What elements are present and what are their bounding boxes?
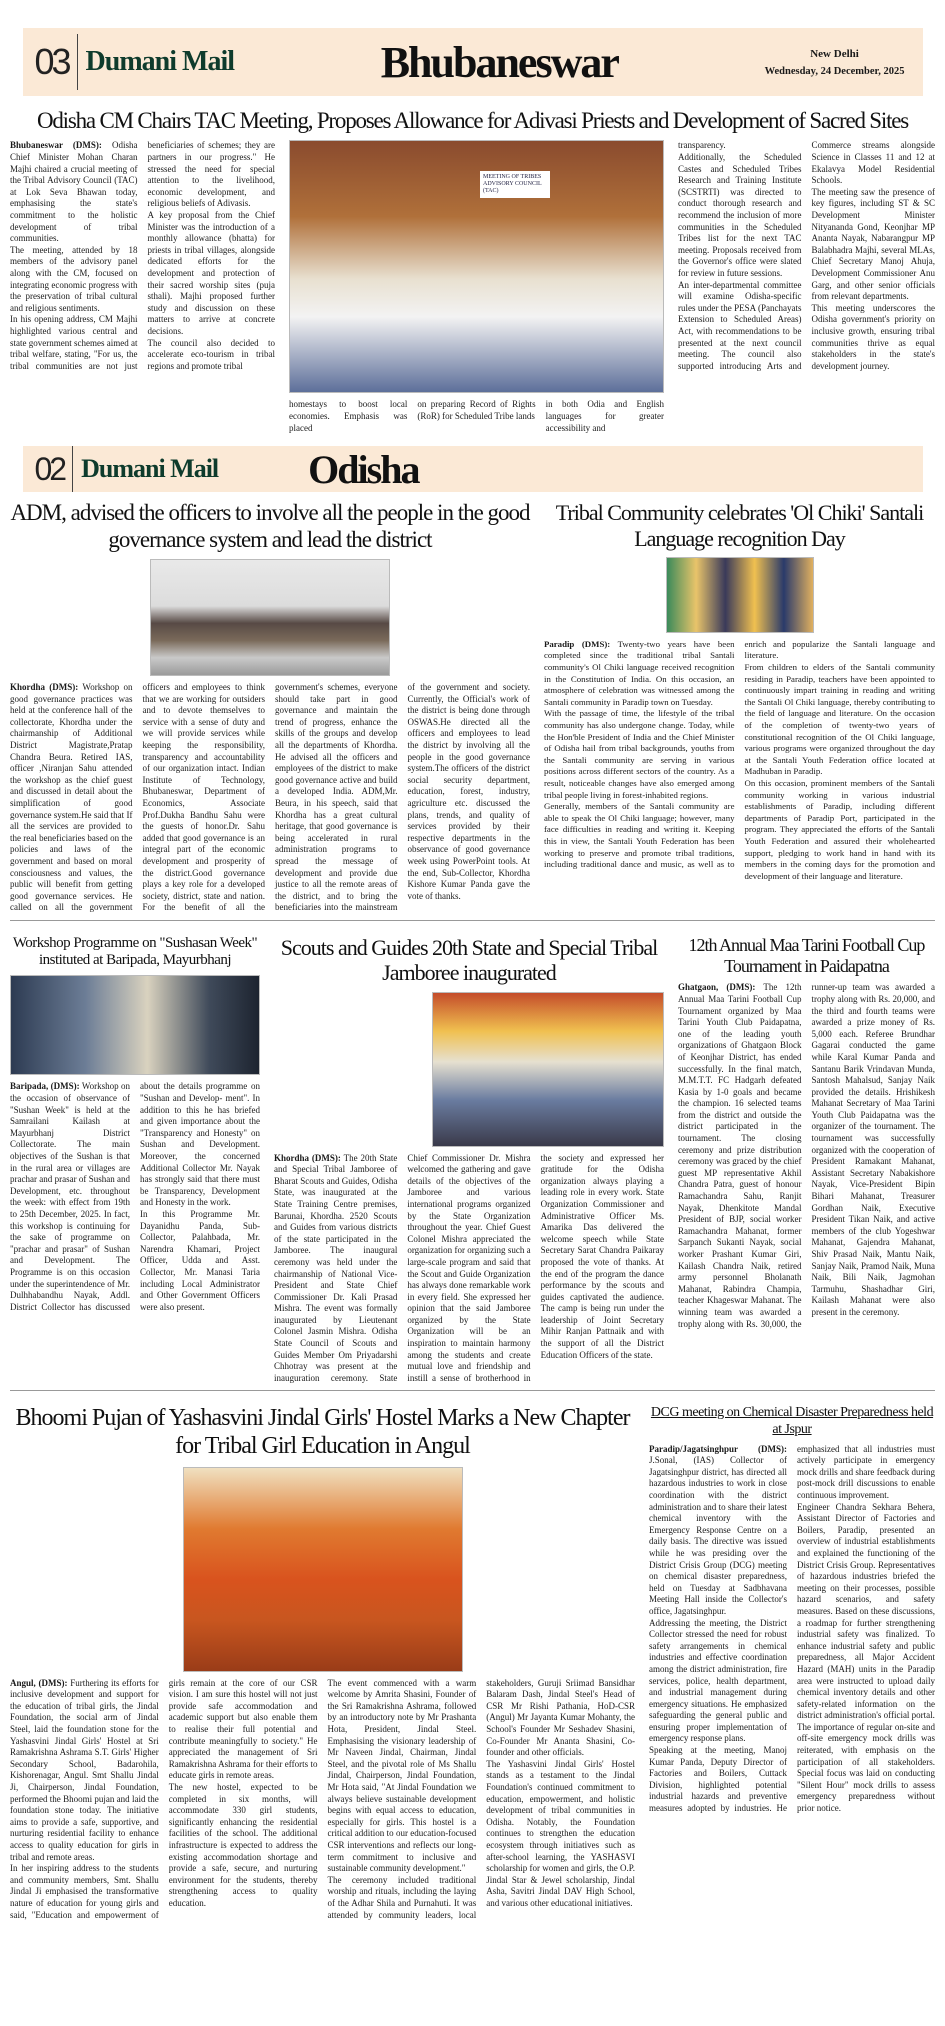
paragraph-text: on preparing Record of Rights (RoR) for Scheduled Tribe lands <box>417 399 536 422</box>
paragraph-text: Speaking at the meeting, Manoj Kumar Panda, Deputy Director of Factories and Boilers, Cuttack Division, highlighted potential industrial hazards and preventive measures adopted by industries. He emphasized that all industries must actively participate in emergency mock drills and share feedback during post-mock drill discussions to enable continuous improvement. <box>649 1443 935 1814</box>
paragraph-text: An inter-departmental committee will examine Odisha-specific rules under the PESA (Panchayats Extension to Scheduled Areas) Act, with recommendations to be presented at the next council meeting. The council also supported introducing Arts and Commerce streams alongside Science in Classes 11 and 12 at Ekalavya Model Residential Schools. <box>678 140 935 371</box>
headline: 12th Annual Maa Tarini Football Cup Tournament in Paidapatna <box>688 934 925 976</box>
headline: Workshop Programme on "Sushasan Week" instituted at Baripada, Mayurbhanj <box>12 934 258 969</box>
paragraph <box>10 245 138 315</box>
headline: ADM, advised the officers to involve all the people in the good governance system and lead the district <box>10 500 530 552</box>
masthead-odisha <box>23 446 923 492</box>
banner-sign: MEETING OF TRIBES ADVISORY COUNCIL (TAC) <box>480 171 550 198</box>
paragraph <box>148 210 276 338</box>
paragraph <box>812 187 936 303</box>
article-body <box>10 140 275 372</box>
paragraph <box>417 399 535 422</box>
paragraph <box>678 982 935 1330</box>
lead-story <box>10 140 935 434</box>
paragraph-text: Additionally, the Scheduled Castes and Scheduled Tribes Research and Training Institute (SCSTRTI) was directed to conduct thorough research and recommend the inclusion of more communities in the Scheduled Tribes list for the next TAC meeting. Proposals received from the Governor's office were slated for review in future sessions. <box>678 152 802 278</box>
paragraph-text: The new hostel, expected to be completed in six months, will accommodate 330 girl students, significantly enhancing the residential facilities of the school. The additional infrastructure is expected to address the existing accommodation shortage and provide a safe, secure, and nurturing environment for the students, thereby strengthening access to quality education. <box>168 1781 318 1908</box>
paragraph <box>10 682 530 914</box>
paragraph-text: The council also decided to accelerate eco-tourism in tribal regions and promote tribal <box>147 337 275 371</box>
paragraph-text: The ceremony included traditional worship and rituals, including the laying of the Adhar Shila and Purnahuti. It was attended by community leaders, local stakeholders, Guruji Sriimad Bansidhar Balaram Dash, Jindal Steel's Head of CSR Mr Rishi Pathania, HoD-CSR (Angul) Mr Jayanta Kumar Mohanty, the School's Founder Mr Seshadev Shasini, Co-Founder Mr Ananta Shasini, Co-founder and other officials. <box>327 1677 635 1920</box>
hostel-bhoomi-pujan-photo <box>183 1467 463 1672</box>
odisha-top-row <box>10 492 935 914</box>
section-title: Bhubaneswar <box>380 37 618 87</box>
dateline: Baripada, (DMS): <box>10 1081 80 1092</box>
paragraph <box>649 1618 787 1746</box>
paragraph-text: With the passage of time, the lifestyle of the tribal community has also undergone change. Today, while the Hon'ble President of India and the Chief Minister of Odisha hail from tribal backgrounds, youths from the Santali community are serving in various positions across different sectors of the country. As a result, noticeable changes have also emerged among tribal people living in forest-inhabited regions. <box>544 708 735 800</box>
dateline: Angul, (DMS): <box>10 1677 68 1688</box>
page-number: 03 <box>34 41 69 82</box>
paragraph-text: The importance of regular on-site and off-site emergency mock drills was reiterated, with emphasis on the participation of all stakeholders. Special focus was laid on conducting "Silent Hour" mock drills to assess emergency preparedness without prior notice. <box>797 1721 935 1814</box>
bhoomi-story <box>10 1397 635 1921</box>
paragraph-text: A key proposal from the Chief Minister was the introduction of a monthly allowance (bhatta) for priests in tribal villages, alongside dedicated efforts for the development and protection of their sacred worship sites (puja sthali). Majhi proposed further study and discussion on these matters to arrive at concrete decisions. <box>147 210 275 336</box>
paragraph <box>544 708 735 801</box>
brand-name: Dumani Mail <box>81 454 219 484</box>
article-body <box>10 682 530 914</box>
paragraph-text: in both Odia and English languages for greater accessibility and <box>545 399 664 433</box>
paragraph <box>678 140 802 152</box>
workshop-story <box>10 927 260 1313</box>
paragraph <box>289 399 407 434</box>
headline: DCG meeting on Chemical Disaster Preparedness held at Jspur <box>650 1405 934 1437</box>
article-body <box>544 639 935 882</box>
dateline: Bhubaneswar (DMS): <box>10 140 102 151</box>
spacer <box>10 434 935 446</box>
paragraph-text: Workshop on the occasion of observance of "Sushan Week" is held at the Samrailani Kailash at Mayurbhanj District Collectorate. The main objectives of the Sushan is that in the rural area or villages are prachar and prasar of Sushan and Development, etc. throughout the week: with effect from 19th to 25th December, 2025. In fact, this workshop is continuing for the sake of programme on "prachar and prasar" of Sushan and Development. The Programme is on this occasion under the superintendence of Mr. Dulhhabandhu Nayak, Addl. District Collector has discussed about the details programme on "Sushan and Develop- ment". In addition to this he has briefed and given importance about the "Transparency and Honesty" on Sushan and Development. Moreover, the concerned Additional Collector Mr. Nayak has strongly said that there must be Transparency, Development and Honesty in the work. <box>10 1081 260 1312</box>
olchiki-story <box>544 492 935 882</box>
article-body <box>678 982 935 1330</box>
paragraph <box>678 152 802 280</box>
paragraph <box>486 1759 635 1910</box>
paragraph <box>797 1502 935 1722</box>
headline: Bhoomi Pujan of Yashasvini Jindal Girls' Hostel Marks a New Chapter for Tribal Girl Education in Angul <box>15 1405 630 1460</box>
paragraph-text: From children to elders of the Santali community residing in Paradip, teachers have been appointed to continuously impart training in reading and writing the Santali Ol Chiki language, thereby contributing to the field of language and literature. On the occasion of the completion of twenty-two years of constitutional recognition of the Ol Chiki language, various programs were organized throughout the day at the Santali Youth Federation office located at Madhuban in Paradip. <box>744 662 935 777</box>
paragraph <box>649 1444 787 1618</box>
ol-chiki-book-release-photo <box>666 557 814 633</box>
article-body <box>649 1444 935 1815</box>
section-divider <box>10 920 935 921</box>
paragraph <box>328 1678 477 1875</box>
paragraph-text: Workshop on good governance practices was held at the conference hall of the collectorate, Khordha under the chairmanship of Additional District Magistrate,Pratap Chandra Beura. Retired IAS, officer ,Niranjan Sahu attended the workshop as the chief guest and discussed in detail about the simplification of good governance system.He said that If all the services are provided to the real beneficiaries based on the policies and laws of the government and based on moral consciousness and values, the public will benefit from getting good governance services. He called on all the government officers and employees to think that we are working for outsiders and to devote themselves to service with a sense of duty and we will provide services while keeping the responsibility, transparency and accountability of our organization intact. Indian Institute of Technology, Bhubaneswar, Department of Economics, Associate Prof.Dukha Bandhu Sahu were the guests of honor.Dr. Sahu added that good governance is an integral part of the economic development and prosperity of the district.Good governance plays a key role for a developed society, district, state and nation. For the benefit of all the government's schemes, everyone should take part in good governance and maintain the trend of progress, enhance the skills of the groups and develop all the departments of Khordha. He advised all the officers and employees of the district to make good governance active and build a developed India. ADM,Mr. Beura, in his speech, said that Khordha has a great cultural heritage, that good governance is being accelerated in rural administration programs to spread the message of development and provide due justice to all the remote areas of the district, and to bring the beneficiaries into the mainstream of the government and society. Currently, the Official's work of the district is being done through OSWAS.He directed all the officers and employees to lead the district by involving all the people in the good governance system.The officers of the district social security department, education, forest, industry, agriculture etc. discussed the plans, trends, and quality of services provided by their respective departments in the observance of good governance week using PowerPoint tools. At the end, Sub-Collector, Khordha Kishore Kumar Panda gave the vote of thanks. <box>10 682 530 913</box>
dcg-story <box>649 1397 935 1814</box>
paragraph-text: Furthering its efforts for inclusive development and support for the education of tribal girls, the Jindal Foundation, the social arm of Jindal Steel, laid the foundation stone for the Yashasvini Jindal Girls' Hostel at Sri Ramakrishna Ashrama S.T. Girls' Higher Secondary School, Badarohila, Kishorenagar, Angul. Smt Shallu Jindal Ji, Chairperson, Jindal Foundation, performed the Bhoomi pujan and laid the foundation stone today. The initiative aims to provide a safe, supportive, and nurturing residential facility to enhance access to quality education for girls in tribal and remote areas. <box>10 1677 159 1862</box>
paragraph-text: The event commenced with a warm welcome by Amrita Shasini, Founder of the Sri Ramakrishna Ashrama, followed by an introductory note by Mr Prashanta Hota, President, Jindal Steel. Emphasising the visionary leadership of Mr Naveen Jindal, Chairman, Jindal Steel, and the pivotal role of Ms Shallu Jindal, Chairperson, Jindal Foundation, Mr Hota said, "At Jindal Foundation we always believe sustainable development begins with equal access to education, especially for girls. This hostel is a critical addition to our education-focused CSR interventions and reflects our long-term commitment to inclusive and sustainable community development." <box>327 1677 477 1874</box>
dateline: Khordha (DMS): <box>274 1152 341 1163</box>
paragraph <box>745 778 936 882</box>
paragraph <box>812 303 936 373</box>
workshop-photo <box>150 559 390 676</box>
article-body <box>10 1081 260 1313</box>
paragraph-text: Engineer Chandra Sekhara Behera, Assistant Director of Factories and Boilers, Paradip, presented an overview of industrial establishments and explained the functioning of the District Crisis Group. Representatives of hazardous industries briefed the meeting on their processes, possible hazard scenarios, and safety measures. Based on these discussions, a roadmap for further strengthening industrial safety was finalized. To enhance industrial safety and public preparedness, all Major Accident Hazard (MAH) units in the Paradip area were instructed to upload daily chemical inventory details and other safety-related information on the district administration's official portal. <box>797 1501 935 1721</box>
headline: Tribal Community celebrates 'Ol Chiki' Santali Language recognition Day <box>555 500 924 551</box>
paragraph-text: Twenty-two years have been completed since the traditional tribal Santali community's Ol Chiki language received recognition in the Constitution of India. On this occasion, an atmosphere of celebration was witnessed among the Santali community in Paradip town on Tuesday. <box>544 638 735 707</box>
section-title: Odisha <box>308 446 419 492</box>
paragraph <box>10 1678 159 1864</box>
paragraph <box>140 1209 260 1313</box>
paragraph <box>274 1153 664 1385</box>
paragraph-text: In this Programme Mr. Dayanidhu Panda, Sub-Collector, Palahbada, Mr. Narendra Khamari, Project Officer, Udda and Asst. Collector, Mr. Manasi Taria including Local Administrator and Other Government Officers were also present. <box>140 1209 260 1312</box>
sushasan-workshop-photo <box>10 975 260 1075</box>
article-body <box>274 1153 664 1385</box>
paragraph <box>10 140 138 244</box>
paragraph-text: Generally, members of the Santali community are able to speak the Ol Chiki language; however, many face difficulties in reading and writing it. Keeping this in view, the Santali Youth Federation has been working to preserve and promote tribal traditions, including traditional dance and music, as well as to enrich and popularize the Santali language and literature. <box>544 638 935 870</box>
page-number: 02 <box>34 450 65 487</box>
headline: Scouts and Guides 20th State and Special Tribal Jamboree inaugurated <box>280 934 658 986</box>
paragraph <box>745 662 936 778</box>
paragraph <box>148 338 276 373</box>
paragraph-text: The meeting saw the presence of key figures, including ST & SC Development Minister Nityananda Gond, Keonjhar MP Ananta Nayak, Nabarangpur MP Balabhadra Majhi, several MLAs, Chief Secretary Manoj Ahuja, Development Commissioner Anu Garg, and other senior officials from relevant departments. <box>811 186 935 302</box>
paragraph <box>544 639 735 709</box>
paragraph-text: In his opening address, CM Majhi highlighted various central and state government schemes aimed at tribal welfare, stating, "For us, the tribal communities are not just beneficiaries of schemes; they are partners in our progress." He stressed the need for special attention to the livelihood, economic development, and religious beliefs of Adivasis. <box>10 140 275 371</box>
paragraph-text: J.Sonal, (IAS) Collector of Jagatsinghpur district, has directed all hazardous industries to work in close coordination with the district administration and to share their latest chemical inventory with the Emergency Response Centre on a daily basis. The directive was issued while he was presiding over the District Crisis Group (DCG) meeting on chemical disaster preparedness, held on Tuesday at Sadbhavana Meeting Hall inside the Collector's office, Jagatsinghpur. <box>649 1455 787 1616</box>
brand-name: Dumani Mail <box>85 46 235 77</box>
dateline: Ghatgaon, (DMS): <box>678 982 756 993</box>
paragraph-text: Addressing the meeting, the District Collector stressed the need for robust safety arrangements in chemical industries and effective coordination among the district administration, fire services, police, health department, and industrial management during emergency situations. He emphasized safeguarding the general public and ensuring proper implementation of emergency response plans. <box>649 1617 787 1744</box>
odisha-middle-row <box>10 927 935 1384</box>
paragraph-text: The 12th Annual Maa Tarini Football Cup Tournament organized by Maa Tarini Youth Club Paidapatna, one of the leading youth organizations of Ghatgaon Block of Keonjhar District, has ended successfully. In the final match, M.M.T.T. FC Hadgarh defeated Kasia by 1-0 goals and became the champion. 16 selected teams from the district and outside the district participated in the tournament. The closing ceremony and prize distribution ceremony was graced by the chief guest MP representative Akhil Chandra Patra, guest of honour Ramachandra Sahu, Ranjit Nayak, Dhenkitote Mandal President of BJP, social worker Ramachandra Mahanat, former Sarpanch Sukanti Nayak, social worker Prashant Kumar Giri, Kailash Chandra Naik, retired army personnel Bholanath Mahanat, Rabindra Champia, teacher Khageswar Mahanat. The winning team was awarded a trophy along with Rs. 30,000, the runner-up team was awarded a trophy along with Rs. 20,000, and the third and fourth teams were awarded a prize money of Rs. 5,000 each. Referee Brundhar Gagarai conducted the game while Karal Kumar Panda and Santanu Barik Vrindavan Munda, Santosh Mahalsud, Sanjay Naik provided the details. Hrishikesh Mahanat Secretary of Maa Tarini Youth Club Paidapatna was the organizer of the tournament. The tournament was successfully organized with the cooperation of President Ramakant Mahanat, Assistant Secretary Nabakishore Nayak, Vice-President Bipin Bihari Mahanat, Treasurer Gordhan Naik, Executive President Tikan Naik, and active members of the club Yogeshwar Mahanat, Gajendra Mahanat, Shiv Prasad Naik, Mantu Naik, Sanjay Naik, Pramod Naik, Muna Naik, Bili Naik, Jagmohan Tarmuhu, Shashadhar Giri, Kailash Mahanat were also present in the ceremony. <box>678 982 935 1329</box>
tac-meeting-photo <box>289 140 664 393</box>
date: Wednesday, 24 December, 2025 <box>764 65 905 77</box>
lead-center <box>289 140 664 434</box>
paragraph-text: In her inspiring address to the students and community members, Smt. Shallu Jindal Ji emphasised the transformative nature of education for young girls and said, "Education and empowerment of girls remain at the core of our CSR vision. I am sure this hostel will not just provide safe accommodation and academic support but also enable them to realise their full potential and contribute meaningfully to society." He appreciated the management of Sri Ramakrishna Ashrama for their efforts to educate girls in remote areas. <box>10 1677 318 1920</box>
paragraph-text: This meeting underscores the Odisha government's priority on inclusive growth, ensuring tribal communities thrive as equal stakeholders in the state's development journey. <box>811 302 935 371</box>
city-date <box>765 48 923 77</box>
city: New Delhi <box>810 47 859 60</box>
jamboree-photo <box>432 992 664 1147</box>
dateline: Paradip (DMS): <box>544 638 611 649</box>
paragraph-text: The 20th State and Special Tribal Jamboree of Bharat Scouts and Guides, Odisha State, was inaugurated at the State Training Centre premises, Barunai, Khordha. 2520 Scouts and Guides from various districts of the state participated in the Jamboree. The inaugural ceremony was held under the chairmanship of National Vice-President and State Chief Commissioner Dr. Kali Prasad Mishra. The event was formally inaugurated by Lieutenant Colonel Jasmin Mishra. Odisha State Council of Scouts and Guides Member Om Priyadarshi Chhotray was present at the inauguration ceremony. State Chief Commissioner Dr. Mishra welcomed the gathering and gave details of the objectives of the Jamboree and various international programs organized by the State Organization throughout the year. Chief Guest Colonel Mishra appreciated the organization for organizing such a large-scale program and said that the Scout and Guide Organization has always done remarkable work in every field. She expressed her opinion that the said Jamboree organized by the State Organization will be an inspiration to maintain harmony among the students and create mutual love and friendship and instill a sense of brotherhood in the society and expressed her gratitude for the Odisha organization always playing a leading role in every work. State Organization Commissioner and Administrative Officer Ms. Amarika Das delivered the welcome speech while State Secretary Sarat Chandra Paikaray proposed the vote of thanks. At the end of the program the dance performance by the scouts and guides captivated the audience. The camp is being run under the leadership of Joint Secretary Mihir Ranjan Pattnaik and with the support of all the District Education Officers of the state. <box>274 1152 664 1383</box>
dateline: Paradip/Jagatsinghpur (DMS): <box>649 1443 787 1454</box>
paragraph <box>797 1722 935 1815</box>
paragraph <box>169 1782 318 1910</box>
article-body-right <box>678 140 935 372</box>
paragraph-text: On this occasion, prominent members of the Santali community working in various industrial establishments of Paradip, including different departments of Paradip Port, participated in the program. They appreciated the efforts of the Santali Youth Federation and assured their wholehearted support, pledging to work hand in hand with its members in the coming days for the promotion and development of their language and literature. <box>744 777 935 881</box>
section-divider <box>10 1390 935 1391</box>
masthead-bhubaneswar <box>23 28 923 96</box>
paragraph-text: The meeting, attended by 18 members of the advisory panel along with the CM, focused on integrating economic progress with the preservation of tribal cultural and religious sentiments. <box>10 244 138 313</box>
dateline: Khordha (DMS): <box>10 682 79 693</box>
paragraph-text: homestays to boost local economies. Emphasis was placed <box>289 399 408 433</box>
article-body <box>10 1678 635 1921</box>
tarini-story <box>678 927 935 1330</box>
paragraph <box>546 399 664 434</box>
scouts-story <box>274 927 664 1384</box>
headline: Odisha CM Chairs TAC Meeting, Proposes Allowance for Adivasi Priests and Development of Sacred Sites <box>36 108 909 133</box>
paragraph-text: The Yashasvini Jindal Girls' Hostel stands as a testament to the Jindal Foundation's continued commitment to education, empowerment, and holistic development of tribal communities in Odisha. Notably, the Foundation continues to strengthen the education ecosystem through initiatives such as after-school learning, the YASHASVI scholarship for women and girls, the O.P. Jindal Star & Jewel scholarship, Jindal Asha, Savitri Jindal DAV High School, and various other educational initiatives. <box>486 1758 635 1908</box>
adm-story <box>10 492 530 914</box>
paragraph-text: Odisha Chief Minister Mohan Charan Majhi chaired a crucial meeting of the Tribal Advisory Council (TAC) at Lok Seva Bhawan today, emphasising the state's commitment to the holistic development of tribal communities. <box>10 140 138 244</box>
paragraph-text: transparency. <box>678 140 726 151</box>
under-photo-text <box>289 399 664 434</box>
odisha-bottom-row <box>10 1397 935 1921</box>
